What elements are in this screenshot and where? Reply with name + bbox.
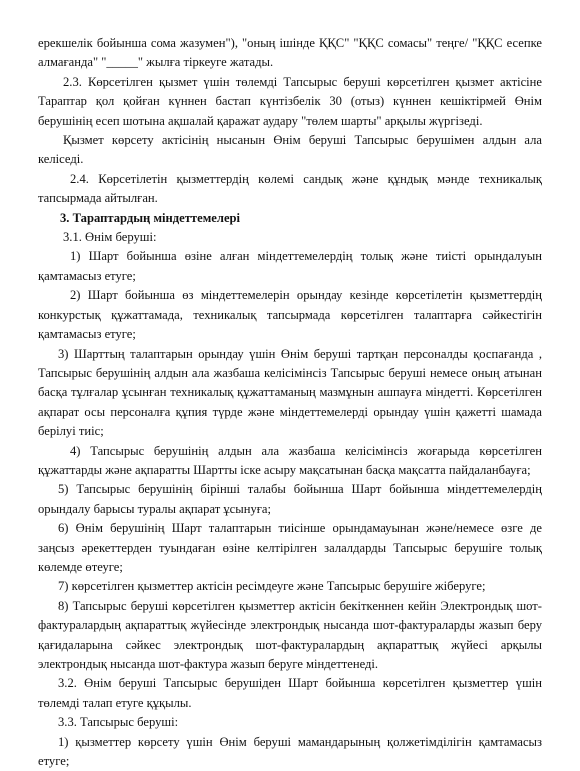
list-item-3-1-8: 8) Тапсырыс беруші көрсетілген қызметтер актісін бекіткеннен кейін Электрондық шот-фактуралардың ақпараттық жүйесінде электрондық нысанда шот-фактураларды жазып беру қағидаларына сәйкес электрондық шот-фактуралардың ақпараттық жүйесі арқылы электрондық нысанда шот-фактура жазып беруге міндеттенеді. <box>38 598 542 671</box>
list-item-3-1-7: 7) көрсетілген қызметтер актісін ресімдеуге және Тапсырыс берушіге жіберуге; <box>58 579 486 594</box>
subsection-3-3: 3.3. Тапсырыс беруші: <box>58 715 179 730</box>
list-item-3-1-4: 4) Тапсырыс берушінің алдын ала жазбаша келісімінсіз жоғарыда көрсетілген құжаттарды және ақпаратты Шартты іске асыру мақсатынан басқа мақсатта пайдаланбауға; <box>38 443 542 477</box>
paragraph-continuation: ерекшелік бойынша сома жазумен"), "оның ішінде ҚҚС" "ҚҚС сомасы" теңге/ "ҚҚС есепке алмағанда" "_____" жылға тіркеуге жатады. <box>38 36 542 70</box>
paragraph-2-4: 2.4. Көрсетілетін қызметтердің көлемі сандық және құндық мәнде техникалық тапсырмада айтылған. <box>38 171 542 206</box>
subsection-3-1: 3.1. Өнім беруші: <box>63 230 157 245</box>
list-item-3-1-3: 3) Шарттың талаптарын орындау үшін Өнім беруші тартқан персоналды қоспағанда , Тапсырыс берушінің алдын ала жазбаша келісімінсіз Тапсырыс беруші немесе оның атынан басқа тұлғалар ұсынған техникалық құжаттаманың мазмұнын ашпауға міндетті. Көрсетілген ақпарат осы персоналға құпия түрде және міндеттемелерді орындау үшін қажетті шамада берілуі тиіс; <box>38 346 542 439</box>
list-item-3-1-2: 2) Шарт бойынша өз міндеттемелерін орындау кезінде көрсетілетін қызметтердің конкурстық құжаттамада, техникалық тапсырмада көрсетілген талаптарға сәйкестігін қамтамасыз етуге; <box>38 288 542 342</box>
list-item-3-1-6: 6) Өнім берушінің Шарт талаптарын тиісінше орындамауынан және/немесе өзге де заңсыз әрекеттерден туындаған өзіне келтірілген залалдарды Тапсырыс берушіге толық көлемде өтеуге; <box>38 521 542 574</box>
section-heading-3: 3. Тараптардың міндеттемелері <box>60 210 241 225</box>
subsection-3-2: 3.2. Өнім беруші Тапсырыс берушіден Шарт бойынша көрсетілген қызметтер үшін төлемді талап етуге құқылы. <box>38 676 542 710</box>
list-item-3-1-5: 5) Тапсырыс берушінің бірінші талабы бойынша Шарт бойынша міндеттемелердің орындалу барысы туралы ақпарат ұсынуға; <box>38 482 542 516</box>
paragraph-2-3: 2.3. Көрсетілген қызмет үшін төлемді Тапсырыс беруші көрсетілген қызмет актісіне Тараптар қол қойған күннен бастап күнтізбелік 30 (отыз) күннен кешіктірмей Өнім берушінің есеп шотына ақшалай қаражат аудару "төлем шарты" арқылы жүргізеді. <box>38 74 542 128</box>
list-item-3-1-1: 1) Шарт бойынша өзіне алған міндеттемелердің толық және тиісті орындалуын қамтамасыз етуге; <box>38 249 542 283</box>
paragraph-act-form: Қызмет көрсету актісінің нысанын Өнім беруші Тапсырыс берушімен алдын ала келіседі. <box>38 133 542 167</box>
list-item-3-3-1: 1) қызметтер көрсету үшін Өнім беруші мамандарының қолжетімділігін қамтамасыз етуге; <box>38 734 542 769</box>
